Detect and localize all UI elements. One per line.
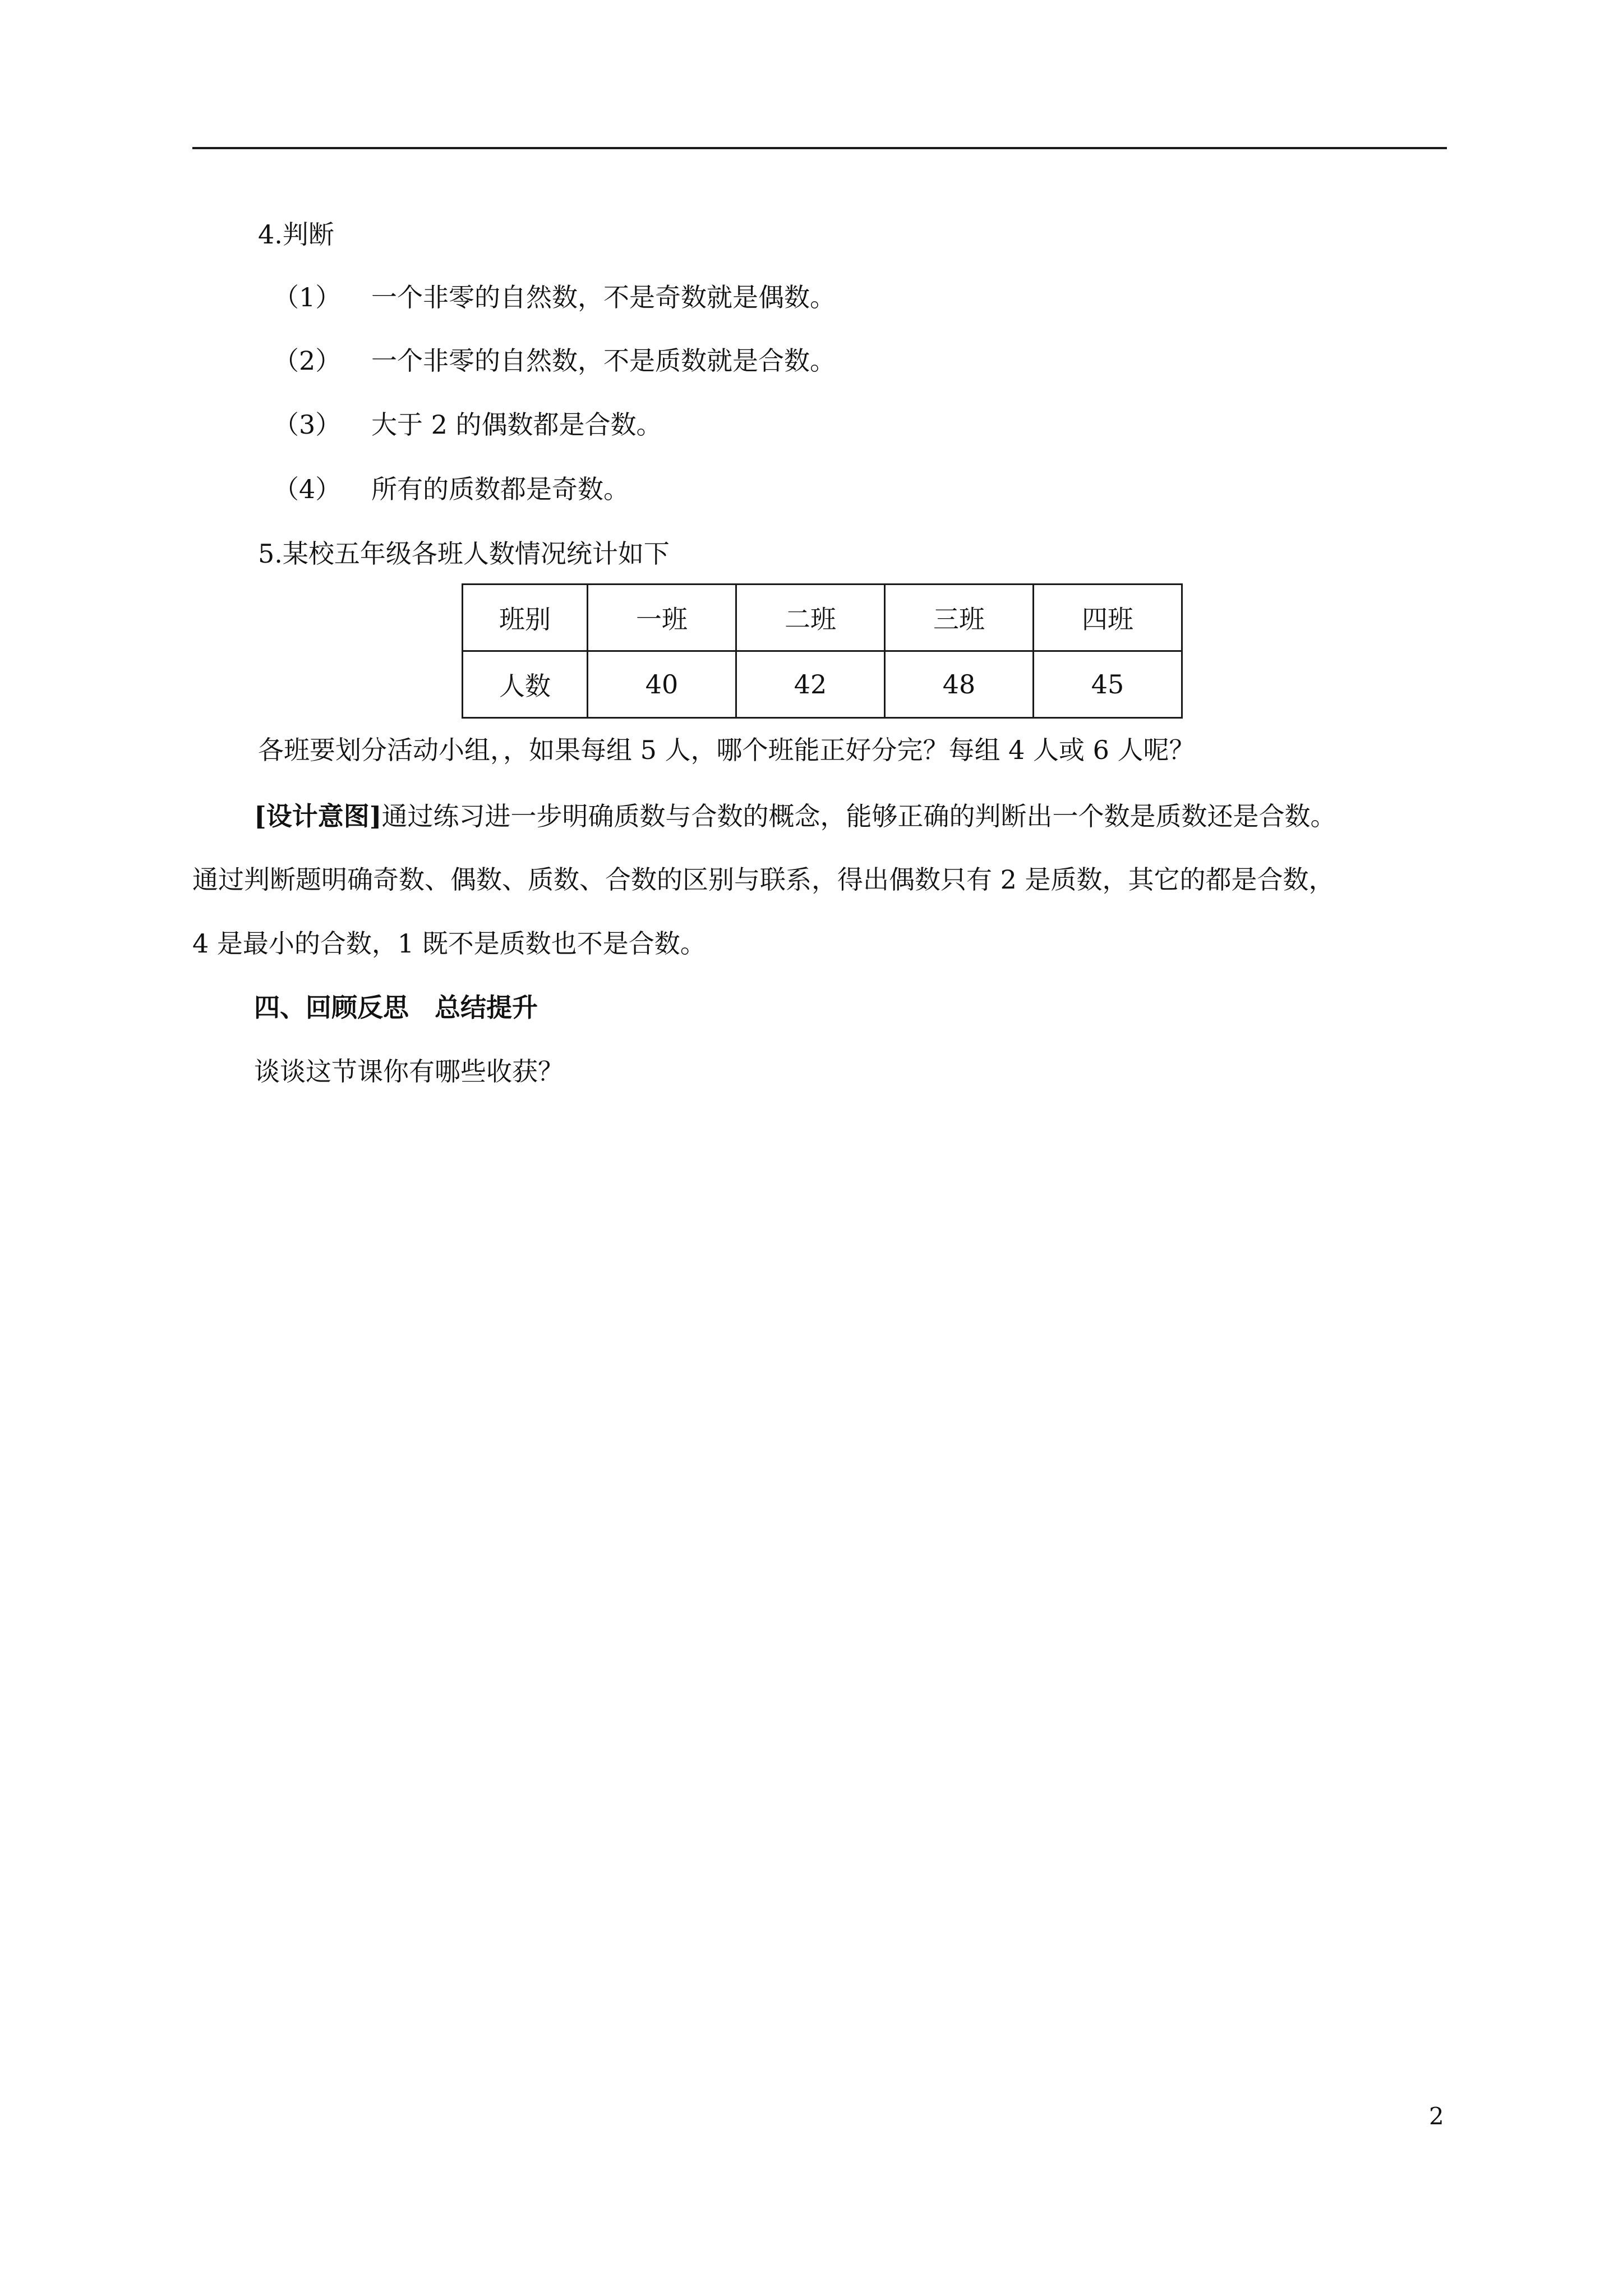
judgement-item-3 — [273, 408, 662, 441]
item-text: 一个非零的自然数，不是质数就是合数。 — [371, 346, 836, 376]
item-text: 一个非零的自然数，不是奇数就是偶数。 — [371, 282, 836, 312]
table-cell: 人数 — [463, 651, 588, 718]
judgement-item-1 — [273, 280, 836, 314]
section-4-heading: 4.判断 — [258, 219, 334, 250]
table-row — [463, 651, 1182, 718]
header-rule — [192, 147, 1447, 149]
table-cell: 班别 — [463, 585, 588, 651]
reflection-prompt: 谈谈这节课你有哪些收获？ — [254, 1056, 564, 1087]
item-text: 大于 2 的偶数都是合数。 — [371, 409, 662, 440]
item-text: 所有的质数都是奇数。 — [371, 474, 629, 504]
table-cell: 45 — [1034, 651, 1182, 718]
table-cell: 三班 — [885, 585, 1034, 651]
class-size-table — [462, 583, 1183, 719]
item-number: （2） — [273, 346, 342, 376]
table-cell: 40 — [588, 651, 736, 718]
item-number: （4） — [273, 474, 342, 504]
design-intent-label: [设计意图] — [254, 801, 382, 831]
design-intent-line-2: 通过判断题明确奇数、偶数、质数、合数的区别与联系，得出偶数只有 2 是质数，其它的都是合数， — [192, 864, 1335, 895]
design-intent-line-1 — [254, 799, 1336, 833]
item-number: （1） — [273, 282, 342, 312]
table-cell: 二班 — [736, 585, 885, 651]
page-number: 2 — [1429, 2102, 1444, 2130]
design-intent-line-3: 4 是最小的合数，1 既不是质数也不是合数。 — [192, 928, 706, 959]
table-cell: 一班 — [588, 585, 736, 651]
judgement-item-2 — [273, 344, 836, 378]
section-5-heading: 5.某校五年级各班人数情况统计如下 — [258, 539, 670, 569]
judgement-item-4 — [273, 472, 629, 506]
table-row — [463, 585, 1182, 651]
table-cell: 42 — [736, 651, 885, 718]
table-cell: 四班 — [1034, 585, 1182, 651]
table-cell: 48 — [885, 651, 1034, 718]
grouping-question: 各班要划分活动小组，，如果每组 5 人，哪个班能正好分完？每组 4 人或 6 人呢？ — [258, 735, 1195, 765]
section-four-title: 四、回顾反思 总结提升 — [254, 992, 538, 1023]
item-number: （3） — [273, 409, 342, 440]
design-intent-text: 通过练习进一步明确质数与合数的概念，能够正确的判断出一个数是质数还是合数。 — [381, 801, 1336, 831]
